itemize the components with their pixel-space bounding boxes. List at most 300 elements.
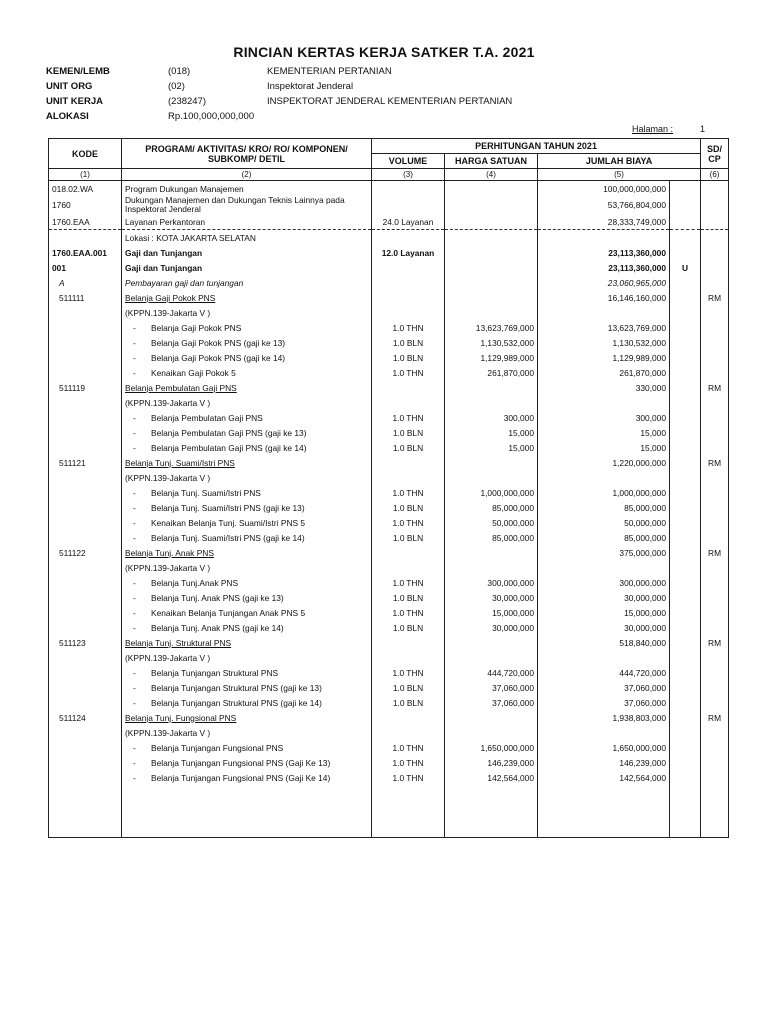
- cell-program: [122, 485, 372, 500]
- cell-volume: 1.0 THN: [372, 740, 445, 755]
- page-number-value: 1: [700, 124, 706, 134]
- bullet-dash: -: [133, 697, 136, 708]
- cell-kode: [49, 590, 122, 605]
- cell-harga-satuan: 1,129,989,000: [445, 350, 538, 365]
- cell-volume: 1.0 THN: [372, 755, 445, 770]
- cell-harga-satuan: [445, 395, 538, 410]
- cell-program: [122, 710, 372, 725]
- cell-volume: [372, 560, 445, 575]
- cell-flag: [670, 710, 701, 725]
- cell-harga-satuan: [445, 560, 538, 575]
- cell-jumlah-biaya: 85,000,000: [538, 530, 670, 545]
- table-row: [49, 196, 729, 214]
- cell-sd-cp: [701, 350, 729, 365]
- program-text: Gaji dan Tunjangan: [125, 247, 203, 258]
- program-text: Belanja Pembulatan Gaji PNS: [125, 382, 237, 393]
- cell-jumlah-biaya: 53,766,804,000: [538, 196, 670, 214]
- table-row: [49, 530, 729, 545]
- cell-volume: [372, 275, 445, 290]
- header-label: UNIT KERJA: [46, 96, 104, 107]
- cell-program: [122, 181, 372, 197]
- cell-flag: [670, 500, 701, 515]
- cell-flag: [670, 545, 701, 560]
- table-row: [49, 650, 729, 665]
- cell-sd-cp: [701, 740, 729, 755]
- cell-harga-satuan: [445, 230, 538, 246]
- cell-jumlah-biaya: [538, 395, 670, 410]
- cell-volume: 1.0 BLN: [372, 335, 445, 350]
- table-row: [49, 260, 729, 275]
- cell-program: [122, 395, 372, 410]
- cell-program: [122, 650, 372, 665]
- column-header-jumlah: JUMLAH BIAYA: [538, 154, 701, 169]
- column-number: (4): [445, 169, 538, 181]
- bullet-dash: -: [133, 772, 136, 783]
- cell-program: [122, 695, 372, 710]
- cell-volume: [372, 710, 445, 725]
- cell-flag: [670, 650, 701, 665]
- cell-volume: 1.0 BLN: [372, 425, 445, 440]
- cell-sd-cp: [701, 575, 729, 590]
- program-text: Lokasi : KOTA JAKARTA SELATAN: [125, 232, 256, 243]
- cell-harga-satuan: [445, 650, 538, 665]
- column-header-harga: HARGA SATUAN: [445, 154, 538, 169]
- cell-sd-cp: RM: [701, 290, 729, 305]
- cell-harga-satuan: 15,000: [445, 425, 538, 440]
- cell-harga-satuan: [445, 181, 538, 197]
- table-row: [49, 230, 729, 246]
- cell-program: [122, 635, 372, 650]
- header-code: (018): [168, 66, 191, 77]
- table-row: [49, 425, 729, 440]
- empty-cell: [445, 785, 538, 838]
- program-text: Belanja Pembulatan Gaji PNS (gaji ke 14): [151, 442, 307, 453]
- cell-kode: [49, 650, 122, 665]
- program-text: Belanja Gaji Pokok PNS: [125, 292, 216, 303]
- budget-table: [48, 138, 729, 838]
- bullet-dash: -: [133, 337, 136, 348]
- column-header-perhitungan: PERHITUNGAN TAHUN 2021: [372, 139, 701, 154]
- program-text: Belanja Tunjangan Struktural PNS (gaji ke 14): [151, 697, 322, 708]
- program-text: Belanja Tunjangan Struktural PNS: [151, 667, 279, 678]
- cell-sd-cp: [701, 515, 729, 530]
- cell-kode: [49, 695, 122, 710]
- program-text: Belanja Tunj. Anak PNS: [125, 547, 214, 558]
- cell-jumlah-biaya: 1,129,989,000: [538, 350, 670, 365]
- cell-flag: [670, 755, 701, 770]
- cell-volume: 1.0 THN: [372, 770, 445, 785]
- program-text: Belanja Tunj. Anak PNS (gaji ke 13): [151, 592, 284, 603]
- program-text: (KPPN.139-Jakarta V ): [125, 562, 211, 573]
- empty-cell: [49, 785, 122, 838]
- cell-harga-satuan: [445, 260, 538, 275]
- table-row: [49, 725, 729, 740]
- cell-sd-cp: [701, 230, 729, 246]
- cell-program: [122, 305, 372, 320]
- table-number-row: [49, 169, 729, 181]
- table-row: [49, 275, 729, 290]
- cell-flag: [670, 245, 701, 260]
- cell-jumlah-biaya: [538, 230, 670, 246]
- program-text: Pembayaran gaji dan tunjangan: [125, 277, 244, 288]
- bullet-dash: -: [133, 517, 136, 528]
- cell-jumlah-biaya: 16,146,160,000: [538, 290, 670, 305]
- cell-jumlah-biaya: 50,000,000: [538, 515, 670, 530]
- cell-sd-cp: RM: [701, 710, 729, 725]
- program-text: Kenaikan Belanja Tunjangan Anak PNS 5: [151, 607, 306, 618]
- document-header: [46, 66, 647, 126]
- cell-kode: [49, 365, 122, 380]
- column-header-program: PROGRAM/ AKTIVITAS/ KRO/ RO/ KOMPONEN/ SUBKOMP/ DETIL: [122, 139, 372, 169]
- cell-harga-satuan: 37,060,000: [445, 695, 538, 710]
- program-text: Kenaikan Gaji Pokok 5: [151, 367, 236, 378]
- cell-jumlah-biaya: 300,000,000: [538, 575, 670, 590]
- table-row: [49, 455, 729, 470]
- cell-kode: 1760.EAA: [49, 214, 122, 230]
- table-header-row: [49, 139, 729, 154]
- bullet-dash: -: [133, 532, 136, 543]
- cell-volume: 1.0 BLN: [372, 620, 445, 635]
- cell-kode: [49, 335, 122, 350]
- table-row: [49, 470, 729, 485]
- cell-volume: 1.0 BLN: [372, 500, 445, 515]
- cell-kode: [49, 395, 122, 410]
- cell-kode: [49, 500, 122, 515]
- bullet-dash: -: [133, 757, 136, 768]
- cell-harga-satuan: 300,000: [445, 410, 538, 425]
- empty-cell: [122, 785, 372, 838]
- cell-kode: 1760: [49, 196, 122, 214]
- table-row: [49, 620, 729, 635]
- cell-volume: [372, 196, 445, 214]
- cell-sd-cp: RM: [701, 455, 729, 470]
- cell-volume: 1.0 BLN: [372, 440, 445, 455]
- cell-flag: [670, 695, 701, 710]
- table-row: [49, 440, 729, 455]
- program-text: Belanja Gaji Pokok PNS: [151, 322, 242, 333]
- table-row: [49, 710, 729, 725]
- cell-kode: [49, 305, 122, 320]
- program-text: Belanja Tunjangan Fungsional PNS (Gaji Ke 14): [151, 772, 331, 783]
- program-text: Belanja Tunjangan Fungsional PNS: [151, 742, 284, 753]
- cell-harga-satuan: [445, 635, 538, 650]
- header-code: (238247): [168, 96, 207, 107]
- cell-harga-satuan: 261,870,000: [445, 365, 538, 380]
- cell-program: [122, 425, 372, 440]
- cell-program: [122, 470, 372, 485]
- page-number-label: Halaman :: [632, 124, 674, 134]
- table-row: [49, 770, 729, 785]
- cell-jumlah-biaya: 23,113,360,000: [538, 260, 670, 275]
- cell-kode: [49, 770, 122, 785]
- cell-program: [122, 755, 372, 770]
- cell-sd-cp: [701, 500, 729, 515]
- cell-volume: 1.0 THN: [372, 605, 445, 620]
- cell-volume: 1.0 THN: [372, 410, 445, 425]
- cell-program: [122, 680, 372, 695]
- cell-jumlah-biaya: [538, 560, 670, 575]
- cell-flag: [670, 620, 701, 635]
- cell-flag: [670, 485, 701, 500]
- header-row: [46, 66, 647, 81]
- bullet-dash: -: [133, 487, 136, 498]
- program-text: Kenaikan Belanja Tunj. Suami/Istri PNS 5: [151, 517, 306, 528]
- cell-jumlah-biaya: 30,000,000: [538, 590, 670, 605]
- cell-sd-cp: [701, 605, 729, 620]
- cell-sd-cp: [701, 214, 729, 230]
- cell-jumlah-biaya: 85,000,000: [538, 500, 670, 515]
- cell-kode: 511121: [49, 455, 122, 470]
- bullet-dash: -: [133, 442, 136, 453]
- bullet-dash: -: [133, 592, 136, 603]
- cell-jumlah-biaya: 1,000,000,000: [538, 485, 670, 500]
- cell-volume: 1.0 THN: [372, 365, 445, 380]
- cell-kode: [49, 425, 122, 440]
- header-value: INSPEKTORAT JENDERAL KEMENTERIAN PERTANIAN: [267, 96, 513, 107]
- cell-kode: [49, 350, 122, 365]
- bullet-dash: -: [133, 367, 136, 378]
- cell-harga-satuan: 15,000,000: [445, 605, 538, 620]
- table-row: [49, 590, 729, 605]
- program-text: Belanja Gaji Pokok PNS (gaji ke 14): [151, 352, 286, 363]
- cell-program: [122, 770, 372, 785]
- cell-sd-cp: [701, 245, 729, 260]
- cell-sd-cp: [701, 425, 729, 440]
- cell-program: [122, 455, 372, 470]
- cell-kode: [49, 755, 122, 770]
- table-row: [49, 214, 729, 230]
- table-row: [49, 245, 729, 260]
- header-code: Rp.100,000,000,000: [168, 111, 255, 122]
- cell-program: [122, 725, 372, 740]
- cell-jumlah-biaya: 15,000: [538, 425, 670, 440]
- cell-volume: [372, 305, 445, 320]
- cell-volume: [372, 395, 445, 410]
- cell-jumlah-biaya: 15,000,000: [538, 605, 670, 620]
- cell-flag: U: [670, 260, 701, 275]
- cell-jumlah-biaya: 1,220,000,000: [538, 455, 670, 470]
- column-header-sdcp: SD/ CP: [701, 139, 729, 169]
- cell-kode: 511119: [49, 380, 122, 395]
- cell-flag: [670, 515, 701, 530]
- column-number: (1): [49, 169, 122, 181]
- table-row: [49, 181, 729, 197]
- table-row: [49, 740, 729, 755]
- program-text: Belanja Pembulatan Gaji PNS: [151, 412, 263, 423]
- cell-flag: [670, 275, 701, 290]
- empty-cell: [538, 785, 670, 838]
- header-row: [46, 81, 647, 96]
- cell-volume: [372, 470, 445, 485]
- program-text: Gaji dan Tunjangan: [125, 262, 203, 273]
- cell-sd-cp: [701, 335, 729, 350]
- cell-volume: 12.0 Layanan: [372, 245, 445, 260]
- cell-program: [122, 605, 372, 620]
- cell-kode: [49, 560, 122, 575]
- document-title: RINCIAN KERTAS KERJA SATKER T.A. 2021: [233, 44, 535, 60]
- cell-program: [122, 380, 372, 395]
- cell-flag: [670, 740, 701, 755]
- cell-kode: [49, 440, 122, 455]
- cell-flag: [670, 290, 701, 305]
- bullet-dash: -: [133, 352, 136, 363]
- bullet-dash: -: [133, 412, 136, 423]
- bullet-dash: -: [133, 607, 136, 618]
- cell-program: [122, 350, 372, 365]
- cell-volume: [372, 290, 445, 305]
- cell-program: [122, 230, 372, 246]
- cell-volume: [372, 181, 445, 197]
- table-row: [49, 500, 729, 515]
- program-text: (KPPN.139-Jakarta V ): [125, 652, 211, 663]
- empty-cell: [372, 785, 445, 838]
- program-text: Belanja Pembulatan Gaji PNS (gaji ke 13): [151, 427, 307, 438]
- bullet-dash: -: [133, 502, 136, 513]
- cell-program: [122, 545, 372, 560]
- cell-jumlah-biaya: [538, 725, 670, 740]
- cell-sd-cp: RM: [701, 380, 729, 395]
- cell-sd-cp: [701, 755, 729, 770]
- cell-volume: [372, 455, 445, 470]
- cell-flag: [670, 305, 701, 320]
- cell-program: [122, 290, 372, 305]
- program-text: Dukungan Manajemen dan Dukungan Teknis Lainnya pada Inspektorat Jenderal: [125, 196, 345, 214]
- cell-kode: [49, 320, 122, 335]
- column-header-volume: VOLUME: [372, 154, 445, 169]
- cell-sd-cp: [701, 560, 729, 575]
- cell-flag: [670, 410, 701, 425]
- cell-kode: [49, 740, 122, 755]
- cell-program: [122, 196, 372, 214]
- cell-harga-satuan: 85,000,000: [445, 500, 538, 515]
- cell-flag: [670, 605, 701, 620]
- program-text: Belanja Tunjangan Struktural PNS (gaji ke 13): [151, 682, 322, 693]
- cell-volume: [372, 725, 445, 740]
- cell-kode: [49, 605, 122, 620]
- cell-jumlah-biaya: 1,650,000,000: [538, 740, 670, 755]
- cell-sd-cp: [701, 260, 729, 275]
- cell-jumlah-biaya: [538, 305, 670, 320]
- header-value: [267, 111, 647, 126]
- cell-flag: [670, 196, 701, 214]
- bullet-dash: -: [133, 742, 136, 753]
- cell-harga-satuan: 30,000,000: [445, 590, 538, 605]
- cell-program: [122, 214, 372, 230]
- cell-flag: [670, 230, 701, 246]
- cell-flag: [670, 680, 701, 695]
- cell-kode: [49, 230, 122, 246]
- cell-program: [122, 440, 372, 455]
- cell-harga-satuan: [445, 455, 538, 470]
- cell-flag: [670, 665, 701, 680]
- cell-harga-satuan: 15,000: [445, 440, 538, 455]
- cell-sd-cp: RM: [701, 635, 729, 650]
- cell-volume: 1.0 THN: [372, 515, 445, 530]
- cell-flag: [670, 425, 701, 440]
- cell-volume: [372, 230, 445, 246]
- table-row: [49, 410, 729, 425]
- cell-sd-cp: [701, 650, 729, 665]
- cell-harga-satuan: [445, 380, 538, 395]
- program-text: Belanja Tunj. Struktural PNS: [125, 637, 232, 648]
- cell-flag: [670, 440, 701, 455]
- column-header-kode: KODE: [49, 139, 122, 169]
- cell-harga-satuan: [445, 275, 538, 290]
- program-text: Program Dukungan Manajemen: [125, 183, 244, 194]
- cell-harga-satuan: 444,720,000: [445, 665, 538, 680]
- cell-sd-cp: RM: [701, 545, 729, 560]
- program-text: Layanan Perkantoran: [125, 216, 206, 227]
- cell-sd-cp: [701, 196, 729, 214]
- cell-volume: 1.0 BLN: [372, 695, 445, 710]
- table-row: [49, 560, 729, 575]
- cell-flag: [670, 530, 701, 545]
- cell-volume: 1.0 BLN: [372, 530, 445, 545]
- cell-sd-cp: [701, 770, 729, 785]
- table-row: [49, 380, 729, 395]
- cell-harga-satuan: 85,000,000: [445, 530, 538, 545]
- table-row: [49, 365, 729, 380]
- cell-flag: [670, 455, 701, 470]
- program-text: Belanja Tunj. Suami/Istri PNS (gaji ke 14): [151, 532, 305, 543]
- program-text: Belanja Tunj.Anak PNS: [151, 577, 239, 588]
- cell-program: [122, 500, 372, 515]
- page-number: [632, 124, 706, 134]
- column-number: (5): [538, 169, 701, 181]
- cell-sd-cp: [701, 725, 729, 740]
- cell-harga-satuan: [445, 545, 538, 560]
- cell-kode: [49, 665, 122, 680]
- cell-jumlah-biaya: 1,938,803,000: [538, 710, 670, 725]
- cell-jumlah-biaya: 30,000,000: [538, 620, 670, 635]
- table-row: [49, 485, 729, 500]
- cell-sd-cp: [701, 590, 729, 605]
- header-label: KEMEN/LEMB: [46, 66, 110, 77]
- cell-jumlah-biaya: 146,239,000: [538, 755, 670, 770]
- cell-kode: 018.02.WA: [49, 181, 122, 197]
- cell-program: [122, 275, 372, 290]
- cell-program: [122, 365, 372, 380]
- cell-volume: 1.0 BLN: [372, 590, 445, 605]
- cell-harga-satuan: [445, 245, 538, 260]
- cell-jumlah-biaya: 375,000,000: [538, 545, 670, 560]
- cell-sd-cp: [701, 181, 729, 197]
- cell-sd-cp: [701, 320, 729, 335]
- cell-harga-satuan: 146,239,000: [445, 755, 538, 770]
- cell-flag: [670, 635, 701, 650]
- cell-sd-cp: [701, 665, 729, 680]
- program-text: (KPPN.139-Jakarta V ): [125, 397, 211, 408]
- cell-program: [122, 665, 372, 680]
- column-number: (3): [372, 169, 445, 181]
- cell-harga-satuan: 50,000,000: [445, 515, 538, 530]
- cell-kode: [49, 725, 122, 740]
- cell-harga-satuan: 13,623,769,000: [445, 320, 538, 335]
- cell-flag: [670, 335, 701, 350]
- cell-kode: [49, 410, 122, 425]
- cell-flag: [670, 575, 701, 590]
- cell-kode: [49, 575, 122, 590]
- cell-jumlah-biaya: 15,000: [538, 440, 670, 455]
- cell-kode: [49, 620, 122, 635]
- table-row: [49, 350, 729, 365]
- table-row: [49, 305, 729, 320]
- cell-jumlah-biaya: 444,720,000: [538, 665, 670, 680]
- bullet-dash: -: [133, 322, 136, 333]
- cell-jumlah-biaya: 330,000: [538, 380, 670, 395]
- table-row: [49, 695, 729, 710]
- cell-kode: [49, 470, 122, 485]
